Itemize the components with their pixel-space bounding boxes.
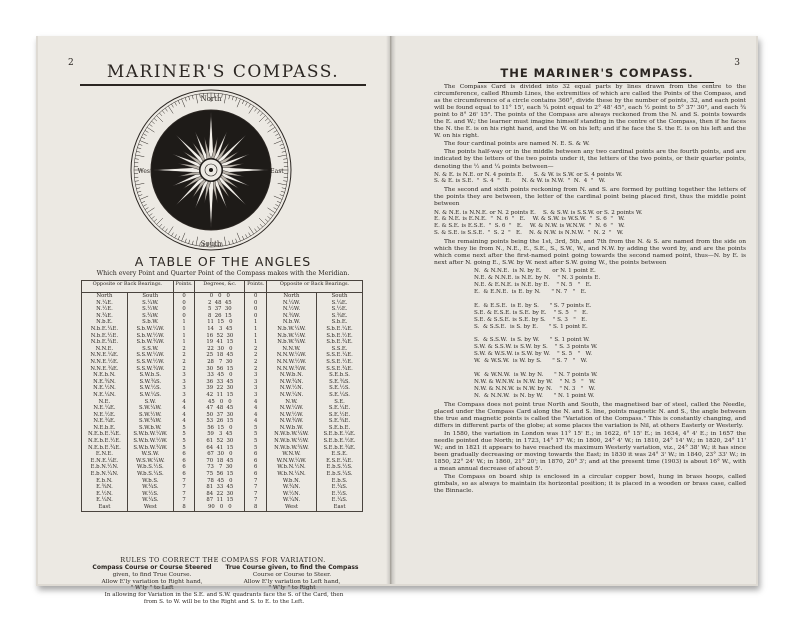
paragraph: The four cardinal points are named N. E. S. & W. — [444, 141, 590, 148]
rule-right-heading-b: Course or Course to Steer. — [252, 571, 332, 578]
paragraph: The Compass on board ship is enclosed in a circular copper bowl, hung in brass hoops, called gimbals, so as always to maintain its horizontal position; it is placed in a wooden or brass case, called the Binnacle. — [434, 474, 746, 495]
header-back-bearings-right: Opposite or Back Bearings. — [266, 281, 362, 293]
points-list: N. & N.E. is N.N.E. or N. 2 points E. S. & S.W. is S.S.W. or S. 2 points W. E. & N.E. is E.N.E. " N. 6 " E. W. & S.W. is W.S.W. " S. 6 " W. E. & S.E. is E.S.E. " S. 6 " E. W. & N.W. is W.N.W. " N. 6 " W. S. & S.E. is S.S.E. " S. 2 " E. N. & N.W. is N.N.W. " N. 2 " W. — [434, 209, 643, 237]
column-points-right: 0 0 0 0 1 1 1 1 2 2 2 2 3 3 3 3 4 4 4 4 5 5 5 5 6 6 6 6 7 7 7 7 8 — [253, 293, 258, 510]
header-back-bearings-left: Opposite or Back Bearings. — [82, 281, 174, 293]
left-page — [38, 36, 391, 605]
table-body-row — [82, 293, 363, 512]
paragraph: In 1580, the variation in London was 11° 15' E.; in 1622, 6° 15' E.; in 1634, 4° 4' E.; in 1657 the needle pointed due North; in 1723, 14° 17' W.; in 1800, 24° 4' W.; in 1810, 24° 14' W.; in 1820, 24° 11' W.; and in 1821 it appears to have reached its maximum Westerly variation, viz., 24° 38' W.; it has since been gradually decreasing or moving towards the East; in 1830 it was 24° 3' W.; in 1840, 23° 33' W.; in 1850, 22° 24' W.; in 1860, 21° 20'; in 1870, 20° 3'; and at the present time (1903) is about 16° W., with a mean annual decrease of about 5'. — [434, 430, 746, 472]
rule-left-heading-b: given, to find True Course. — [112, 571, 192, 578]
paragraph: The second and sixth points reckoning from N. and S. are formed by putting together the letters of the points they are between, the letter of the cardinal point being placed first, thus the middle point between — [434, 187, 746, 208]
page-number-left: 2 — [68, 58, 74, 68]
rule-right-heading-a: True Course given, to find the Compass — [225, 564, 359, 571]
compass-rose-illustration — [129, 88, 293, 252]
column-bearing-south-west: South S.¼W. S.½W. S.¾W. S.b.W. S.b.W.¼W. S.b.W.½W. S.b.W.¾W. S.S.W. S.S.W.¼W. S.S.W.½W. S.S.W.¾W. S.W.b.S. S.W.¾S. S.W.½S. S.W.¼S. S.W. S.W.¼W. S.W.½W. S.W.¾W. S.W.b.W. S.W.b.W.¼W. S.W.b.W.½W. S.W.b.W.¾W. W.S.W. W.S.W.¼W. W.b.S.½S. W.b.S.¼S. W.b.S. W.¾S. W.½S. W.¼S. West — [133, 293, 168, 510]
paragraph: The points half-way or in the middle between any two cardinal points are the fourth points, and are indicated by the letters of the two points under it, the letters of the two points, or their quarter points, denoting the ½ and ¼ points between— — [434, 149, 746, 170]
table-title: A TABLE OF THE ANGLES — [134, 254, 312, 269]
rule-compass-to-true — [82, 565, 222, 592]
title-rule-right — [478, 82, 714, 83]
paragraph: The remaining points being the 1st, 3rd, 5th, and 7th from the N. & S. are named from the side on which they lie from N., N.E., E., S.E., S., S.W., W., and N.W. by adding the word by, and are the points which come next after the first-named point going towards the second named point, thus—N. by E. is next after N. going E., S.W. by W. next after S.W. going W., the points between — [434, 239, 746, 267]
compass-label-south: South — [200, 240, 222, 248]
open-booklet — [36, 36, 758, 605]
rules-title: RULES TO CORRECT THE COMPASS FOR VARIATION. — [120, 556, 326, 564]
page-number-right: 3 — [734, 58, 740, 68]
column-points-left: 0 0 0 0 1 1 1 1 2 2 2 2 3 3 3 3 4 4 4 4 5 5 5 5 6 6 6 6 7 7 7 7 8 — [182, 293, 186, 510]
header-degrees: Degrees, &c. — [195, 281, 245, 293]
rules-footnote-a: In allowing for Variation in the S.E. and S.W. quadrants face the S. of the Card, then — [104, 592, 344, 598]
column-bearing-north-east: North N.¼E. N.½E. N.¾E. N.b.E. N.b.E.¼E. N.b.E.½E. N.b.E.¾E. N.N.E. N.N.E.¼E. N.N.E.½E. N.N.E.¾E. N.E.b.N. N.E.¾N. N.E.½N. N.E.¼N. N.E. N.E.¼E. N.E.½E. N.E.¾E. N.E.b.E. N.E.b.E.¼E. N.E.b.E.½E. N.E.b.E.¾E. E.N.E. E.N.E.¼E. E.b.N.½N. E.b.N.¼N. E.b.N. E.¾N. E.½N. E.¼N. East — [88, 293, 121, 510]
rules-block — [82, 565, 366, 592]
book-gutter — [386, 36, 396, 584]
title-rule — [80, 84, 366, 86]
angles-table — [81, 280, 363, 512]
rule-left-line-d: " W'ly " to Left — [130, 585, 174, 592]
rule-true-to-compass — [222, 565, 362, 592]
rule-left-line-c: Allow E'ly variation to Right hand, — [101, 578, 203, 585]
table-header-row — [82, 281, 363, 293]
paragraph: The Compass Card is divided into 32 equal parts by lines drawn from the centre to the circumference, called Rhumb Lines, the extremities of which are called the Points of the Compass, and as the circumference of a circle contains 360°, divide these by the number of points, 32, and each point will be found equal to 11° 15', each ¼ point equal to 2° 48' 45", each ½ point to 5° 37' 30", and each ¾ point to 8° 26' 15". The points of the Compass are always reckoned from the N. and S. points towards the E. and W.; the learner must imagine himself standing in the centre of the Compass, then if he faces the N. the E. is on his right hand, and the W. on his left; and if he face the S. the E. is on his left and the W. on his right. — [434, 84, 746, 140]
rule-left-heading-a: Compass Course or Course Steered — [92, 564, 212, 571]
page-title-left: MARINER'S COMPASS. — [106, 62, 340, 82]
right-page — [392, 36, 756, 584]
rule-right-line-c: Allow E'ly variation to Left hand, — [243, 578, 341, 585]
rules-footnote — [82, 592, 366, 605]
points-list: N. & E. is N.E. or N. 4 points E. S. & W. is S.W. or S. 4 points W. S. & E. is S.E. " S. 4 " E. N. & W. is N.W. " N. 4 " W. — [434, 171, 623, 185]
rule-right-line-d: " W'ly " to Right — [268, 585, 316, 592]
column-bearing-south-east: South S.¼E. S.½E. S.¾E. S.b.E. S.b.E.¼E. S.b.E.½E. S.b.E.¾E. S.S.E. S.S.E.¼E. S.S.E.½E. S.S.E.¾E. S.E.b.S. S.E.¾S. S.E.½S. S.E.¼S. S.E. S.E.¼E. S.E.½E. S.E.¾E. S.E.b.E. S.E.b.E.¼E. S.E.b.E.½E. S.E.b.E.¾E. E.S.E. E.S.E.¼E. E.b.S.½S. E.b.S.¼S. E.b.S. E.¾S. E.½S. E.¼S. East — [323, 293, 356, 510]
body-text — [434, 84, 746, 496]
compass-label-east: East — [270, 168, 284, 175]
column-degrees: 0 0 0 2 48 45 5 37 30 8 26 15 11 15 0 14 3 45 16 52 30 19 41 15 22 30 0 25 18 45 28 7 30 30 56 15 33 45 0 36 33 45 39 22 30 42 11 15 45 0 0 47 48 45 50 37 30 53 26 15 56 15 0 59 3 45 61 52 30 64 41 15 67 30 0 70 18 45 73 7 30 75 56 15 78 45 0 81 33 45 84 22 30 87 11 15 90 0 0 — [206, 293, 234, 510]
paragraph: The Compass does not point true North and South, the magnetised bar of steel, called the Needle, placed under the Compass Card along the N. and S. line, points magnetic N. and S., the angle between the true and magnetic points is called the "Variation of the Compass." This is constantly changing, and differs in different parts of the globe; at some places the variation is Nil, at others Easterly or Westerly. — [434, 401, 746, 429]
points-list: N. & N.N.E. is N. by E. or N. 1 point E. N.E. & N.N.E. is N.E. by N. " N. 3 points E. N.E. & E.N.E. is N.E. by E. " N. 5 " E. E. & E.N.E. is E. by N. " N. 7 " E. E. & E.S.E. is E. by S. " S. 7 points E. S.E. & E.S.E. is S.E. by E. " S. 5 " E. S.E. & S.S.E. is S.E. by S. " S. 3 " E. S. & S.S.E. is S. by E. " S. 1 point E. S. & S.S.W. is S. by W. " S. 1 point W. S.W. & S.S.W. is S.W. by S. " S. 3 points W. S.W. & W.S.W. is S.W. by W. " S. 5 " W. W. & W.S.W. is W. by S. " S. 7 " W. W. & W.N.W. is W. by N. " N. 7 points W. N.W. & W.N.W. is N.W. by W. " N. 5 " W. N.W. & N.N.W. is N.W. by N. " N. 3 " W. N. & N.N.W. is N. by W. " N. 1 point W. — [474, 268, 601, 399]
rules-footnote-b: from S. to W. will be to the Right and S. to E. to the Left. — [143, 598, 305, 605]
table-subtitle: Which every Point and Quarter Point of the Compass makes with the Meridian. — [96, 270, 350, 277]
page-title-right: THE MARINER'S COMPASS. — [500, 66, 694, 80]
compass-label-north: North — [200, 95, 222, 103]
column-bearing-north-west: North N.¼W. N.½W. N.¾W. N.b.W. N.b.W.¼W. N.b.W.½W. N.b.W.¾W. N.N.W. N.N.W.¼W. N.N.W.½W. N.N.W.¾W. N.W.b.N. N.W.¾N. N.W.½N. N.W.¼N. N.W. N.W.¼W. N.W.½W. N.W.¾W. N.W.b.W. N.W.b.W.¼W. N.W.b.W.½W. N.W.b.W.¾W. W.N.W. W.N.W.¼W. W.b.N.½N. W.b.N.¼N. W.b.N. W.¾N. W.½N. W.¼N. West — [274, 293, 309, 510]
header-points-left: Points. — [173, 281, 195, 293]
header-points-right: Points. — [245, 281, 267, 293]
compass-label-west: West — [137, 168, 153, 175]
